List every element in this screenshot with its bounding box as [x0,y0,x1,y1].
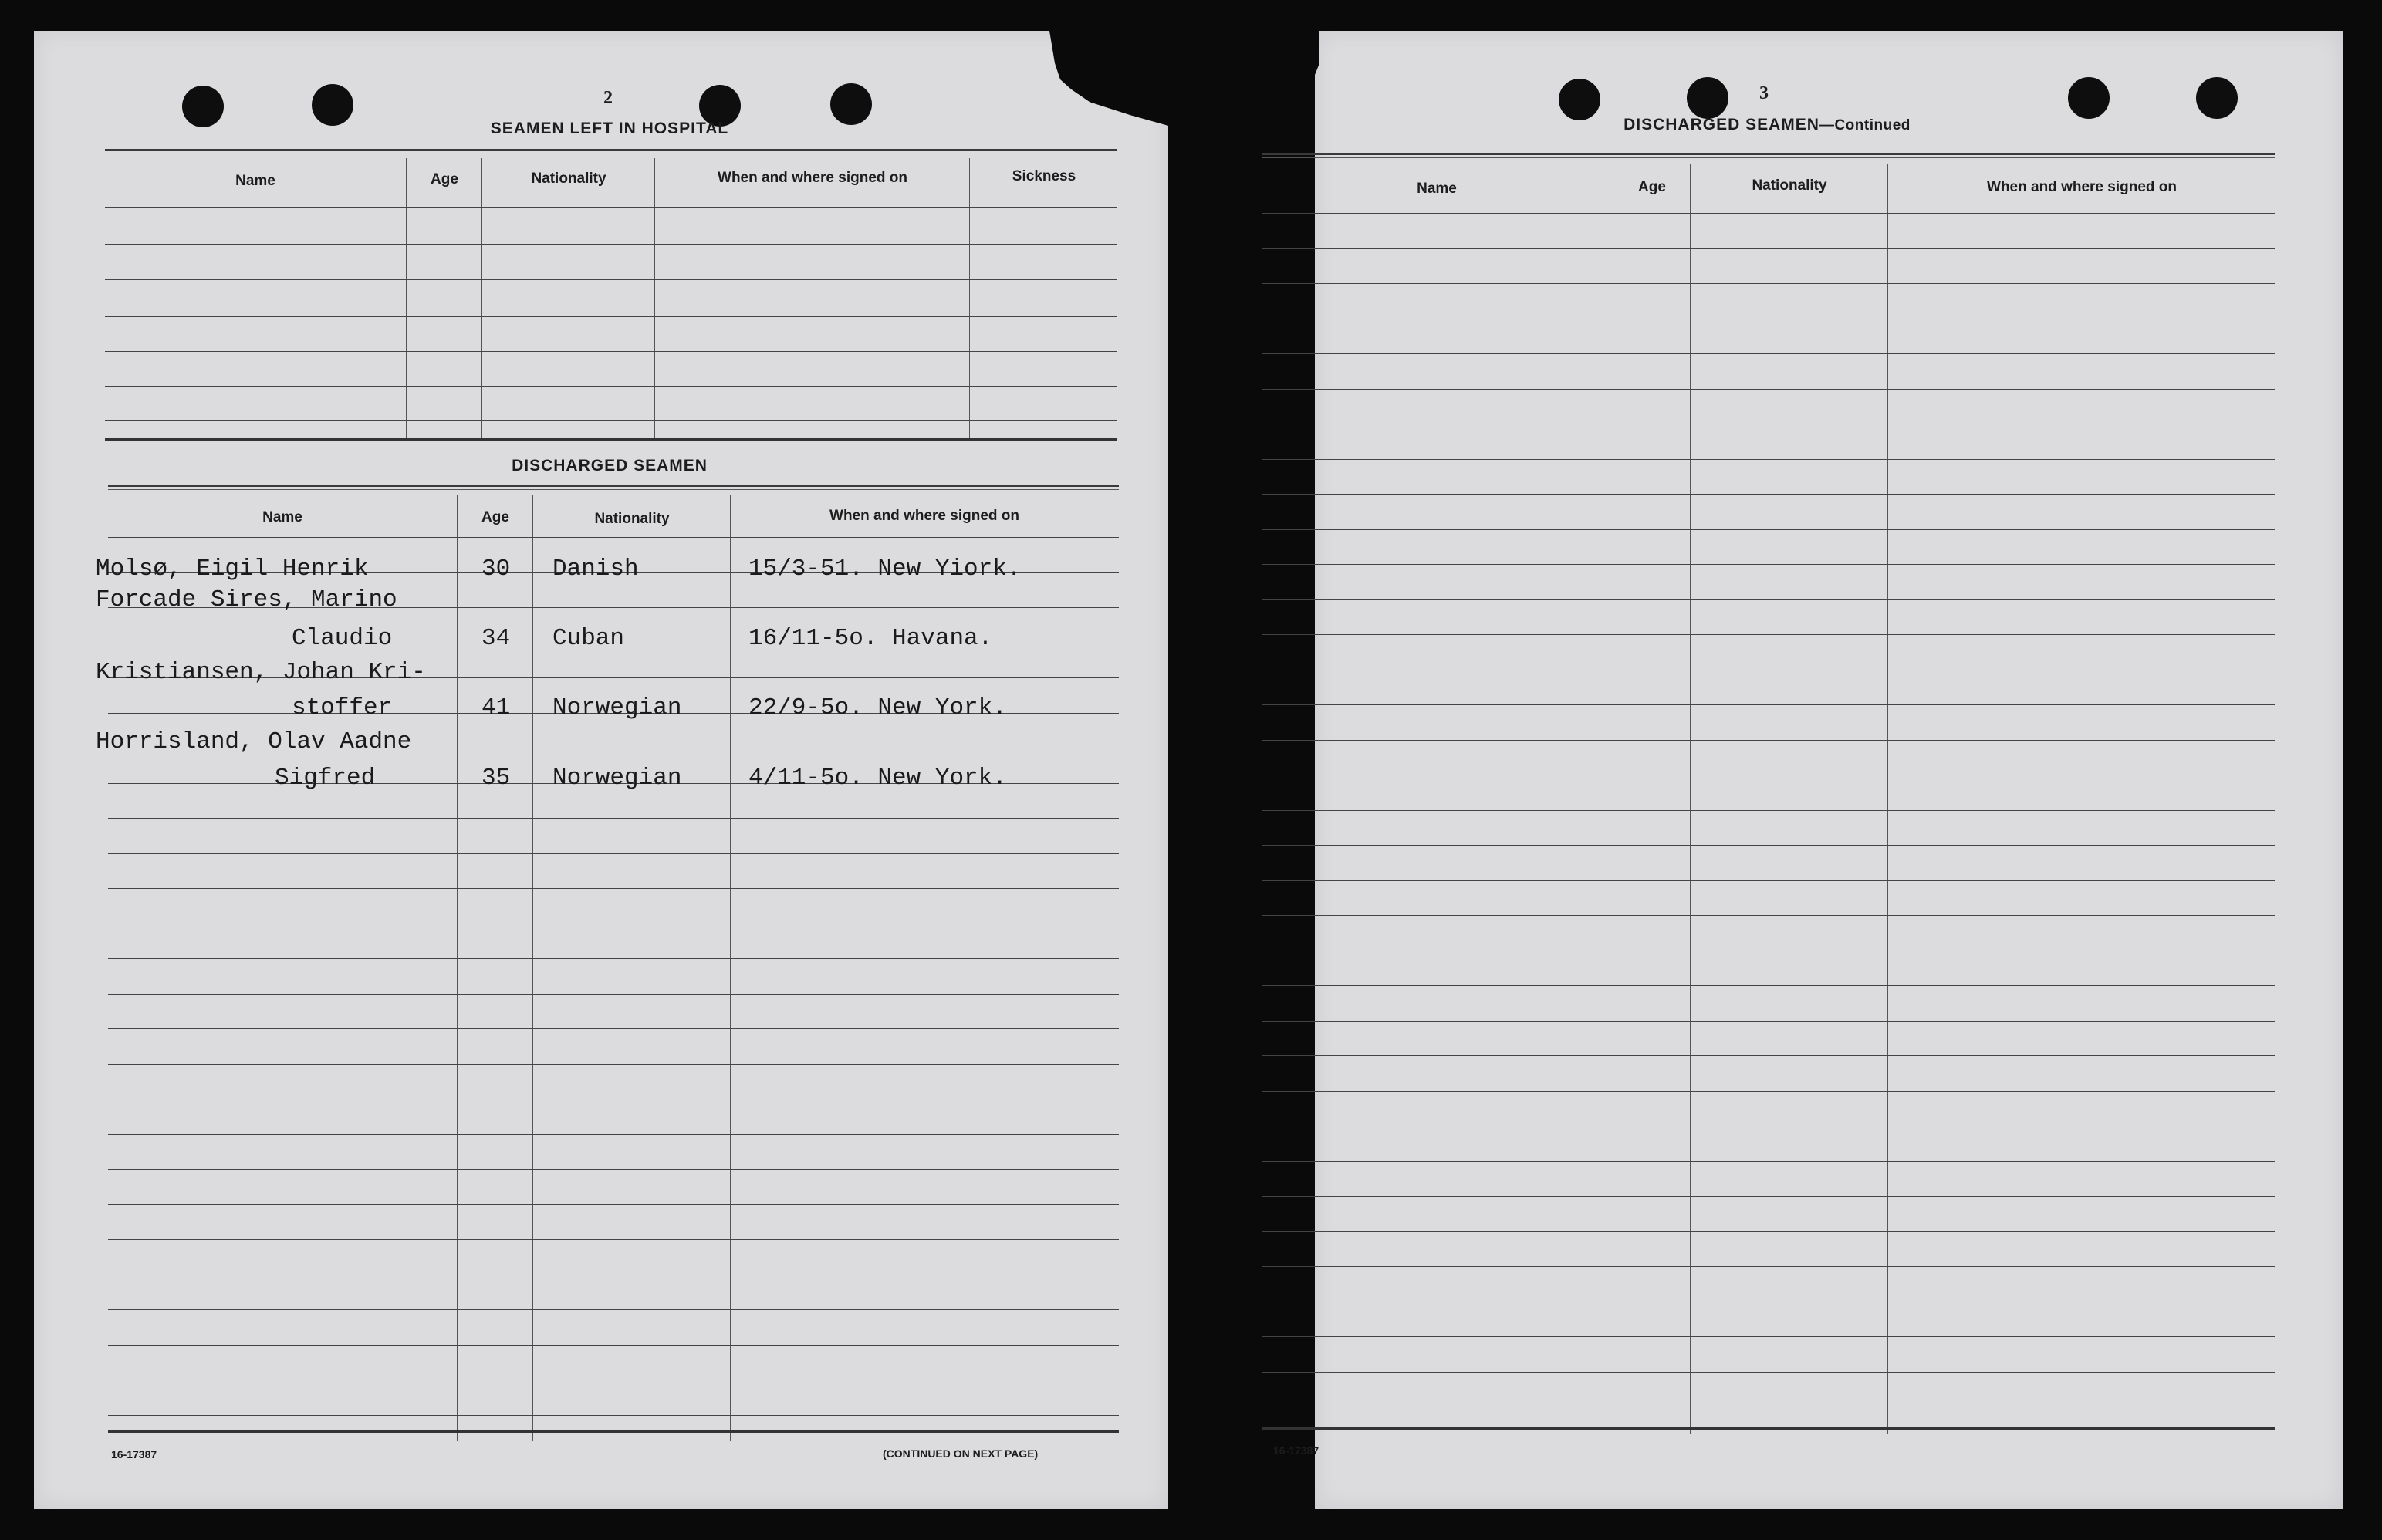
entry-1-name: Molsø, Eigil Henrik [96,556,369,583]
punch-hole [830,83,872,125]
discharged-top-rule [108,485,1119,487]
hospital-col-name: Name [235,173,275,189]
hospital-col-age: Age [431,171,458,187]
ruled-line [1262,634,2275,635]
entry-2-signed-on: 16/11-5o. Havana. [748,625,993,652]
punch-hole [2196,77,2238,119]
ruled-line [1262,1336,2275,1337]
ruled-line [1262,1161,2275,1162]
ruled-line [1262,880,2275,881]
ruled-line [1262,459,2275,460]
hospital-col-sickness: Sickness [1012,168,1076,184]
hospital-row-rule [105,420,1117,421]
hospital-row-rule [105,386,1117,387]
entry-2-name-cont: Claudio [292,625,393,652]
hospital-section-title: SEAMEN LEFT IN HOSPITAL [490,120,729,137]
hospital-bottom-rule [105,438,1117,441]
ruled-line [108,994,1119,995]
ruled-line [1262,353,2275,354]
hospital-vrule [969,158,970,441]
discharged-col-nationality: Nationality [594,511,670,527]
ruled-line [1262,1372,2275,1373]
hospital-col-nationality: Nationality [531,171,606,187]
entry-4-name: Horrisland, Olav Aadne [96,728,412,755]
hospital-row-rule [105,351,1117,352]
ruled-line [1262,1021,2275,1022]
punch-hole [1687,77,1728,119]
entry-2-name: Forcade Sires, Marino [96,586,397,613]
hospital-row-rule [105,207,1117,208]
punch-hole [1559,79,1600,120]
entry-3-name: Kristiansen, Johan Kri- [96,659,426,686]
ruled-line [108,888,1119,889]
discharged-vrule [457,495,458,1441]
right-section-title [1536,116,1999,134]
form-number-left: 16-17387 [111,1448,157,1461]
entry-4-age: 35 [481,765,511,792]
entry-1-nationality: Danish [552,556,639,583]
page-number-left: 2 [603,88,613,108]
entry-3-age: 41 [481,694,511,721]
entry-4-nationality: Norwegian [552,765,682,792]
ruled-line [1262,845,2275,846]
ruled-line [1262,704,2275,705]
entry-4-signed-on: 4/11-5o. New York. [748,765,1007,792]
hospital-vrule [481,158,482,441]
right-page [1315,31,2343,1509]
ruled-line [1262,1091,2275,1092]
entry-2-nationality: Cuban [552,625,625,652]
discharged-vrule [730,495,731,1441]
ruled-line [108,1204,1119,1205]
hospital-row-rule [105,244,1117,245]
ruled-line [1262,283,2275,284]
discharged-section-title: DISCHARGED SEAMEN [512,457,708,474]
hospital-vrule [654,158,655,441]
ruled-line [1262,1231,2275,1232]
hospital-row-rule [105,316,1117,317]
right-section-title-main: DISCHARGED SEAMEN [1623,116,1819,133]
ruled-line [108,958,1119,959]
ruled-line [1262,1055,2275,1056]
ruled-line [1262,564,2275,565]
entry-2-age: 34 [481,625,511,652]
ruled-line [108,818,1119,819]
ruled-line [1262,1196,2275,1197]
discharged-col-age: Age [481,509,509,525]
ruled-line [108,1309,1119,1310]
ruled-line [108,1064,1119,1065]
form-number-right: 16-17387 [1273,1444,1319,1457]
right-col-name: Name [1417,181,1457,197]
entry-3-signed-on: 22/9-5o. New York. [748,694,1007,721]
hospital-row-rule [105,279,1117,280]
hospital-top-rule [105,149,1117,151]
ruled-line [1262,740,2275,741]
right-col-nationality: Nationality [1752,177,1827,194]
entry-3-name-cont: stoffer [292,694,393,721]
right-col-signed-on: When and where signed on [1987,179,2177,195]
entry-1-signed-on: 15/3-51. New Yiork. [748,556,1022,583]
ruled-line [108,1134,1119,1135]
ruled-line [108,853,1119,854]
right-section-title-suffix: —Continued [1819,117,1911,133]
ruled-line [1262,810,2275,811]
bottom-rule [108,1430,1119,1433]
right-col-age: Age [1638,179,1666,195]
page-number-right: 3 [1759,83,1769,103]
ruled-line [1262,389,2275,390]
hospital-col-signed-on: When and where signed on [718,170,907,186]
ruled-line [108,1345,1119,1346]
punch-hole [182,86,224,127]
ruled-line [1262,529,2275,530]
ruled-line [108,1028,1119,1029]
right-top-rule [1262,153,2275,155]
ruled-line [1262,985,2275,986]
ruled-line [1262,1266,2275,1267]
ruled-line [1262,599,2275,600]
bottom-rule [1262,1427,2275,1430]
ruled-line [108,1415,1119,1416]
ruled-line [1262,248,2275,249]
ruled-line [1262,213,2275,214]
entry-3-nationality: Norwegian [552,694,682,721]
discharged-col-signed-on: When and where signed on [829,508,1019,524]
punch-hole [2068,77,2110,119]
ruled-line [1262,915,2275,916]
entry-4-name-cont: Sigfred [275,765,376,792]
discharged-vrule [532,495,533,1441]
ruled-line [1262,494,2275,495]
continued-note: (CONTINUED ON NEXT PAGE) [883,1447,1039,1460]
ruled-line [108,1239,1119,1240]
entry-1-age: 30 [481,556,511,583]
ruled-line [108,537,1119,538]
ruled-line [108,1169,1119,1170]
discharged-col-name: Name [262,509,302,525]
hospital-vrule [406,158,407,441]
